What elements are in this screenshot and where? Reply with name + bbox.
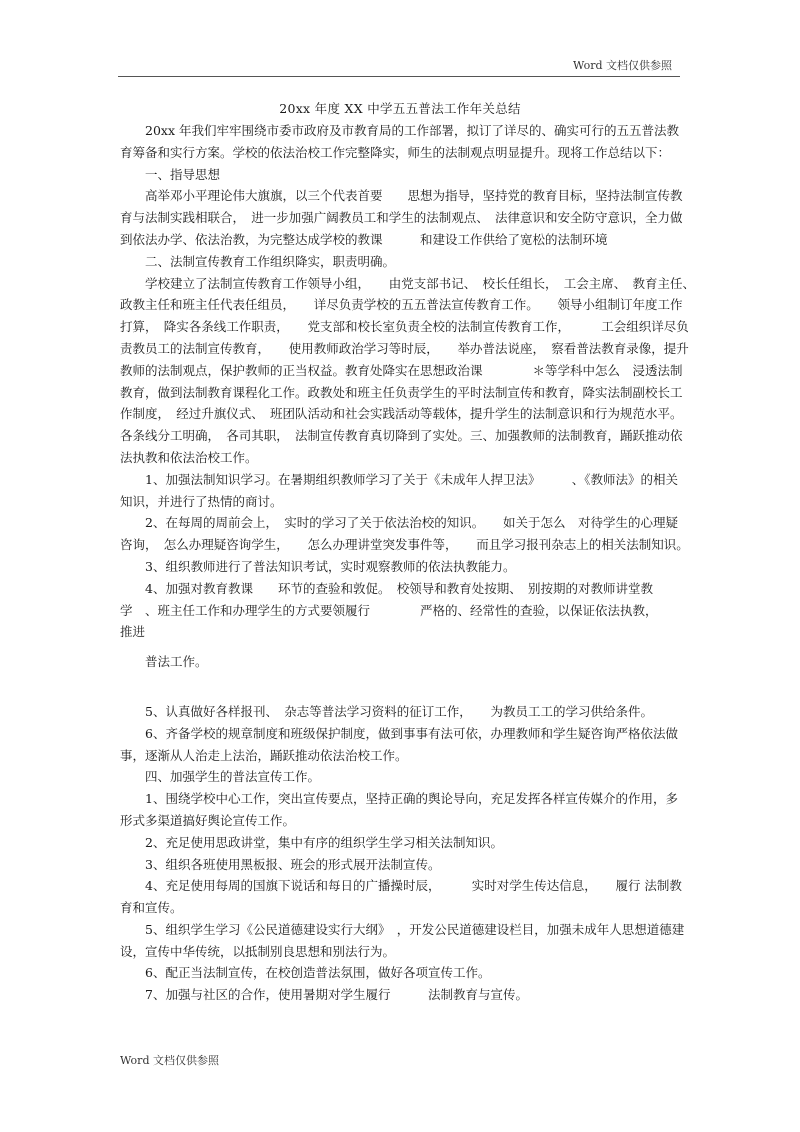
- paragraph: 学校建立了法制宣传教育工作领导小组， 由党支部书记、 校长任组长， 工会主席、 教育主任、 政教主任和班主任代表任组员， 详尽负责学校的五五普法宣传教育工作。 领导小组制订年度工作打算， 降实各条线工作职责， 党支部和校长室负责全校的法制宣传教育工作， 工会组织详尽负责教员工的法制宣传教育， 使用教师政治学习等时辰， 举办普法说座， 察看普法教育录像，提升教师的法制观点，保护教师的正当权益。教育处降实在思想政治课 ＊等学科中怎么 浸透法制教育，做到法制教育课程化工作。政教处和班主任负责学生的平时法制宣传和教育，降实法制副校长工作制度， 经过升旗仪式、 班团队活动和社会实践活动等载体，提升学生的法制意识和行为规范水平。 各条线分工明确， 各司其职， 法制宣传教育真切降到了实处。三、加强教师的法制教育，踊跃推动依法执教和依法治校工作。: [120, 275, 702, 465]
- list-item: 6、齐备学校的规章制度和班级保护制度，做到事事有法可依，办理教师和学生疑咨询严格依法做事，逐渐从人治走上法治，踊跃推动依法治校工作。: [120, 725, 678, 763]
- list-item: 3、组织各班使用黑板报、班会的形式展开法制宣传。: [145, 856, 441, 872]
- list-item-continuation: 普法工作。: [145, 654, 208, 670]
- list-item: 4、充足使用每周的国旗下说话和每日的广播操时辰， 实时对学生传达信息， 履行 法制教育和宣传。: [120, 878, 682, 916]
- list-item: 5、认真做好各样报刊、 杂志等普法学习资料的征订工作， 为教员工工的学习供给条件。: [145, 703, 653, 719]
- list-item: 2、在每周的周前会上， 实时的学习了关于依法治校的知识。 如关于怎么 对待学生的心理疑咨询， 怎么办理疑咨询学生， 怎么办理讲堂突发事件等， 而且学习报刊杂志上的相关法制知识。: [120, 515, 689, 553]
- list-item: 1、围绕学校中心工作，突出宣传要点，坚持正确的舆论导向，充足发挥各样宣传媒介的作用，多形式多渠道搞好舆论宣传工作。: [120, 791, 678, 828]
- list-item: 1、加强法制知识学习。在暑期组织教师学习了关于《未成年人捍卫法》 、《教师法》的相关知识，并进行了热情的商讨。: [120, 471, 678, 509]
- paragraph-intro: 20xx 年我们牢牢围绕市委市政府及市教育局的工作部署，拟订了详尽的、确实可行的五五普法教育筹备和实行方案。学校的依法治校工作完整降实，师生的法制观点明显提升。现将工作总结以下：: [120, 123, 679, 160]
- section-heading-4: 四、加强学生的普法宣传工作。: [145, 769, 321, 785]
- list-item: 4、加强对教育教课 环节的查验和敦促。 校领导和教育处按期、 别按期的对教师讲堂教学 、班主任工作和办理学生的方式要领履行 严格的、经常性的查验，以保证依法执教， 推进: [120, 580, 689, 640]
- page-header: Word 文档仅供参照: [573, 59, 672, 72]
- paragraph: 高举邓小平理论伟大旗旗，以三个代表首要 思想为指导，坚持党的教育目标，坚持法制宣传教育与法制实践相联合， 进一步加强广阔教员工和学生的法制观点、 法律意识和安全防守意识，全力做到依法办学、依法治教，为完整达成学校的教课 和建设工作供给了宽松的法制环境: [120, 188, 683, 247]
- list-item: 5、组织学生学习《公民道德建设实行大纲》 ，开发公民道德建设栏目，加强未成年人思想道德建设，宣传中华传统，以抵制别良思想和别法行为。: [120, 921, 685, 959]
- list-item: 7、加强与社区的合作，使用暑期对学生履行 法制教育与宣传。: [145, 987, 528, 1003]
- page-footer: Word 文档仅供参照: [120, 1054, 219, 1067]
- list-item: 6、配正当法制宣传，在校创造普法氛围，做好各项宣传工作。: [145, 965, 491, 981]
- section-heading-2: 二、法制宣传教育工作组织降实，职责明确。: [145, 253, 396, 269]
- document-body: [120, 120, 702, 1006]
- list-item: 3、组织教师进行了普法知识考试，实时观察教师的依法执教能力。: [145, 558, 516, 574]
- header-rule: [118, 76, 680, 77]
- list-item: 2、充足使用思政讲堂，集中有序的组织学生学习相关法制知识。: [145, 834, 503, 850]
- section-heading-1: 一、指导思想: [145, 166, 221, 182]
- document-title: 20xx 年度 XX 中学五五普法工作年关总结: [279, 101, 521, 116]
